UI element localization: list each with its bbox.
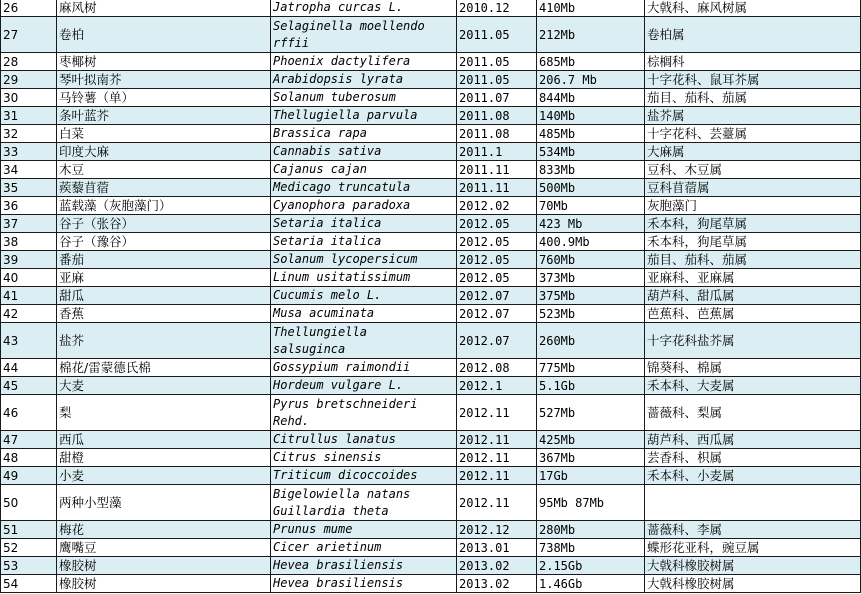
publish-date-cell: 2012.11 [457,467,537,485]
scientific-name-cell [271,161,457,179]
scientific-name-cell [271,557,457,575]
taxonomy-cell: 禾本科、大麦属 [645,377,861,395]
common-name-cell: 橡胶树 [57,557,271,575]
genome-size-cell: 1.46Gb [537,575,645,593]
scientific-name-line: Hordeum vulgare L. [273,378,404,392]
row-number-cell: 42 [1,305,57,323]
taxonomy-cell: 十字花科、芸薹属 [645,125,861,143]
table-row [1,557,861,575]
row-number-cell: 54 [1,575,57,593]
table-row [1,467,861,485]
publish-date-cell: 2012.05 [457,215,537,233]
table-row [1,359,861,377]
row-number-cell: 32 [1,125,57,143]
scientific-name-cell [271,431,457,449]
taxonomy-cell: 大戟科、麻风树属 [645,0,861,17]
table-body [1,0,861,593]
scientific-name-cell [271,395,457,431]
table-row [1,143,861,161]
table-row [1,251,861,269]
genome-size-cell: 410Mb [537,0,645,17]
scientific-name-cell [271,179,457,197]
genome-size-cell: 485Mb [537,125,645,143]
table-row [1,449,861,467]
publish-date-cell: 2012.05 [457,233,537,251]
genome-size-cell: 423 Mb [537,215,645,233]
common-name-cell: 卷柏 [57,17,271,53]
scientific-name-line: Jatropha curcas L. [273,0,404,14]
common-name-cell: 西瓜 [57,431,271,449]
publish-date-cell: 2011.1 [457,143,537,161]
common-name-cell: 印度大麻 [57,143,271,161]
common-name-cell: 马铃薯（单） [57,89,271,107]
taxonomy-cell: 芸香科、枳属 [645,449,861,467]
publish-date-cell: 2011.07 [457,89,537,107]
common-name-cell: 白菜 [57,125,271,143]
publish-date-cell: 2012.11 [457,449,537,467]
common-name-cell: 蓝载藻（灰胞藻门） [57,197,271,215]
publish-date-cell: 2012.12 [457,521,537,539]
taxonomy-cell: 灰胞藻门 [645,197,861,215]
taxonomy-cell: 豆科苜蓿属 [645,179,861,197]
row-number-cell: 53 [1,557,57,575]
scientific-name-cell [271,467,457,485]
publish-date-cell: 2012.1 [457,377,537,395]
scientific-name-line: Musa acuminata [273,306,375,320]
common-name-cell: 谷子（张谷） [57,215,271,233]
scientific-name-cell [271,575,457,593]
row-number-cell: 31 [1,107,57,125]
common-name-cell: 蒺藜苜蓿 [57,179,271,197]
row-number-cell: 41 [1,287,57,305]
row-number-cell: 51 [1,521,57,539]
common-name-cell: 棉花/雷蒙德氏棉 [57,359,271,377]
publish-date-cell: 2012.11 [457,431,537,449]
scientific-name-line: Selaginella moellendo [273,18,425,33]
publish-date-cell: 2011.11 [457,161,537,179]
table-row [1,215,861,233]
scientific-name-cell [271,0,457,17]
table-row [1,71,861,89]
genome-size-cell: 375Mb [537,287,645,305]
common-name-cell: 梨 [57,395,271,431]
genome-size-cell: 833Mb [537,161,645,179]
genome-size-cell: 260Mb [537,323,645,359]
publish-date-cell: 2013.02 [457,557,537,575]
scientific-name-line: Cannabis sativa [273,144,382,158]
genome-size-cell: 775Mb [537,359,645,377]
table-row [1,0,861,17]
taxonomy-cell: 大戟科橡胶树属 [645,575,861,593]
scientific-name-cell [271,89,457,107]
scientific-name-line: Solanum lycopersicum [273,252,418,266]
taxonomy-cell: 蔷薇科、李属 [645,521,861,539]
scientific-name-cell [271,71,457,89]
table-row [1,107,861,125]
scientific-name-line: Cucumis melo L. [273,288,382,302]
scientific-name-cell [271,521,457,539]
row-number-cell: 29 [1,71,57,89]
common-name-cell: 两种小型藻 [57,485,271,521]
taxonomy-cell: 卷柏属 [645,17,861,53]
publish-date-cell: 2011.08 [457,125,537,143]
common-name-cell: 梅花 [57,521,271,539]
publish-date-cell: 2012.05 [457,251,537,269]
row-number-cell: 43 [1,323,57,359]
row-number-cell: 49 [1,467,57,485]
genome-size-cell: 280Mb [537,521,645,539]
scientific-name-cell [271,485,457,521]
scientific-name-line: Linum usitatissimum [273,270,411,284]
scientific-name-cell [271,359,457,377]
common-name-cell: 亚麻 [57,269,271,287]
scientific-name-line: Arabidopsis lyrata [273,72,404,86]
taxonomy-cell: 禾本科、小麦属 [645,467,861,485]
scientific-name-line: Solanum tuberosum [273,90,396,104]
table-row [1,269,861,287]
table-row [1,395,861,431]
scientific-name-line: Citrus sinensis [273,450,382,464]
genome-size-cell: 2.15Gb [537,557,645,575]
publish-date-cell: 2011.05 [457,71,537,89]
taxonomy-cell: 蔷薇科、梨属 [645,395,861,431]
scientific-name-line: Thellungiella [273,324,367,339]
scientific-name-line: Medicago truncatula [273,180,411,194]
taxonomy-cell: 禾本科，狗尾草属 [645,233,861,251]
scientific-name-line: Pyrus bretschneideri [273,396,418,411]
taxonomy-cell: 棕榈科 [645,53,861,71]
scientific-name-cell [271,269,457,287]
row-number-cell: 47 [1,431,57,449]
genome-size-cell: 95Mb 87Mb [537,485,645,521]
genome-size-cell: 70Mb [537,197,645,215]
table-row [1,53,861,71]
common-name-cell: 盐芥 [57,323,271,359]
table-row [1,287,861,305]
publish-date-cell: 2011.11 [457,179,537,197]
row-number-cell: 28 [1,53,57,71]
taxonomy-cell: 葫芦科、西瓜属 [645,431,861,449]
common-name-cell: 谷子（豫谷） [57,233,271,251]
scientific-name-cell [271,539,457,557]
common-name-cell: 小麦 [57,467,271,485]
scientific-name-cell [271,233,457,251]
publish-date-cell: 2010.12 [457,0,537,17]
scientific-name-cell [271,53,457,71]
table-row [1,575,861,593]
genome-size-cell: 527Mb [537,395,645,431]
taxonomy-cell: 大戟科橡胶树属 [645,557,861,575]
row-number-cell: 38 [1,233,57,251]
genome-size-cell: 534Mb [537,143,645,161]
genome-size-cell: 760Mb [537,251,645,269]
scientific-name-line: Bigelowiella natans [273,486,411,501]
publish-date-cell: 2012.07 [457,323,537,359]
scientific-name-line: Thellugiella parvula [273,108,418,122]
genome-size-cell: 5.1Gb [537,377,645,395]
publish-date-cell: 2013.01 [457,539,537,557]
scientific-name-line: rffii [273,35,310,50]
scientific-name-cell [271,287,457,305]
common-name-cell: 甜橙 [57,449,271,467]
scientific-name-line: Setaria italica [273,216,382,230]
publish-date-cell: 2011.08 [457,107,537,125]
common-name-cell: 麻风树 [57,0,271,17]
publish-date-cell: 2012.07 [457,287,537,305]
scientific-name-line: Triticum dicoccoides [273,468,418,482]
taxonomy-cell: 蝶形花亚科，豌豆属 [645,539,861,557]
row-number-cell: 46 [1,395,57,431]
publish-date-cell: 2012.02 [457,197,537,215]
scientific-name-line: Guillardia theta [273,503,389,518]
row-number-cell: 37 [1,215,57,233]
genome-size-cell: 523Mb [537,305,645,323]
genome-size-cell: 500Mb [537,179,645,197]
row-number-cell: 34 [1,161,57,179]
genome-size-cell: 17Gb [537,467,645,485]
scientific-name-cell [271,323,457,359]
common-name-cell: 木豆 [57,161,271,179]
table-row [1,17,861,53]
row-number-cell: 39 [1,251,57,269]
genome-size-cell: 844Mb [537,89,645,107]
scientific-name-cell [271,107,457,125]
scientific-name-cell [271,197,457,215]
row-number-cell: 50 [1,485,57,521]
scientific-name-cell [271,305,457,323]
table-row [1,485,861,521]
publish-date-cell: 2011.05 [457,53,537,71]
table-row [1,431,861,449]
row-number-cell: 30 [1,89,57,107]
scientific-name-line: Rehd. [273,413,310,428]
table-row [1,125,861,143]
scientific-name-line: Cajanus cajan [273,162,367,176]
common-name-cell: 鹰嘴豆 [57,539,271,557]
publish-date-cell: 2012.07 [457,305,537,323]
publish-date-cell: 2012.08 [457,359,537,377]
scientific-name-line: Prunus mume [273,522,353,536]
taxonomy-cell: 大麻属 [645,143,861,161]
publish-date-cell: 2011.05 [457,17,537,53]
common-name-cell: 枣椰树 [57,53,271,71]
publish-date-cell: 2012.11 [457,485,537,521]
scientific-name-line: Brassica rapa [273,126,367,140]
taxonomy-cell: 芭蕉科、芭蕉属 [645,305,861,323]
common-name-cell: 大麦 [57,377,271,395]
row-number-cell: 36 [1,197,57,215]
row-number-cell: 40 [1,269,57,287]
scientific-name-cell [271,143,457,161]
row-number-cell: 48 [1,449,57,467]
scientific-name-line: Hevea brasiliensis [273,576,404,590]
row-number-cell: 35 [1,179,57,197]
taxonomy-cell: 十字花科、鼠耳芥属 [645,71,861,89]
genome-size-cell: 685Mb [537,53,645,71]
genome-size-cell: 425Mb [537,431,645,449]
scientific-name-line: Cyanophora paradoxa [273,198,411,212]
table-row [1,161,861,179]
common-name-cell: 琴叶拟南芥 [57,71,271,89]
taxonomy-cell: 盐芥属 [645,107,861,125]
table-row [1,89,861,107]
scientific-name-line: Phoenix dactylifera [273,54,411,68]
table-row [1,539,861,557]
scientific-name-line: Gossypium raimondii [273,360,411,374]
row-number-cell: 52 [1,539,57,557]
common-name-cell: 条叶蓝芥 [57,107,271,125]
scientific-name-cell [271,17,457,53]
genome-size-cell: 140Mb [537,107,645,125]
common-name-cell: 番茄 [57,251,271,269]
taxonomy-cell: 十字花科盐芥属 [645,323,861,359]
genome-size-cell: 212Mb [537,17,645,53]
common-name-cell: 甜瓜 [57,287,271,305]
row-number-cell: 27 [1,17,57,53]
scientific-name-cell [271,251,457,269]
table-row [1,305,861,323]
genome-size-cell: 738Mb [537,539,645,557]
scientific-name-line: Citrullus lanatus [273,432,396,446]
table-row [1,377,861,395]
taxonomy-cell [645,485,861,521]
taxonomy-cell: 茄目、茄科、茄属 [645,251,861,269]
row-number-cell: 33 [1,143,57,161]
row-number-cell: 45 [1,377,57,395]
genome-size-cell: 206.7 Mb [537,71,645,89]
taxonomy-cell: 锦葵科、棉属 [645,359,861,377]
scientific-name-line: salsuginca [273,341,346,356]
taxonomy-cell: 亚麻科、亚麻属 [645,269,861,287]
table-row [1,179,861,197]
scientific-name-line: Cicer arietinum [273,540,382,554]
scientific-name-cell [271,377,457,395]
taxonomy-cell: 茄目、茄科、茄属 [645,89,861,107]
table-row [1,233,861,251]
common-name-cell: 橡胶树 [57,575,271,593]
table-row [1,197,861,215]
taxonomy-cell: 禾本科，狗尾草属 [645,215,861,233]
scientific-name-cell [271,125,457,143]
genome-size-cell: 373Mb [537,269,645,287]
scientific-name-line: Setaria italica [273,234,382,248]
publish-date-cell: 2012.11 [457,395,537,431]
taxonomy-cell: 葫芦科、甜瓜属 [645,287,861,305]
table-row [1,323,861,359]
scientific-name-cell [271,449,457,467]
scientific-name-cell [271,215,457,233]
genome-size-cell: 367Mb [537,449,645,467]
table-row [1,521,861,539]
common-name-cell: 香蕉 [57,305,271,323]
publish-date-cell: 2013.02 [457,575,537,593]
row-number-cell: 26 [1,0,57,17]
taxonomy-cell: 豆科、木豆属 [645,161,861,179]
genome-size-cell: 400.9Mb [537,233,645,251]
scientific-name-line: Hevea brasiliensis [273,558,404,572]
row-number-cell: 44 [1,359,57,377]
publish-date-cell: 2012.05 [457,269,537,287]
